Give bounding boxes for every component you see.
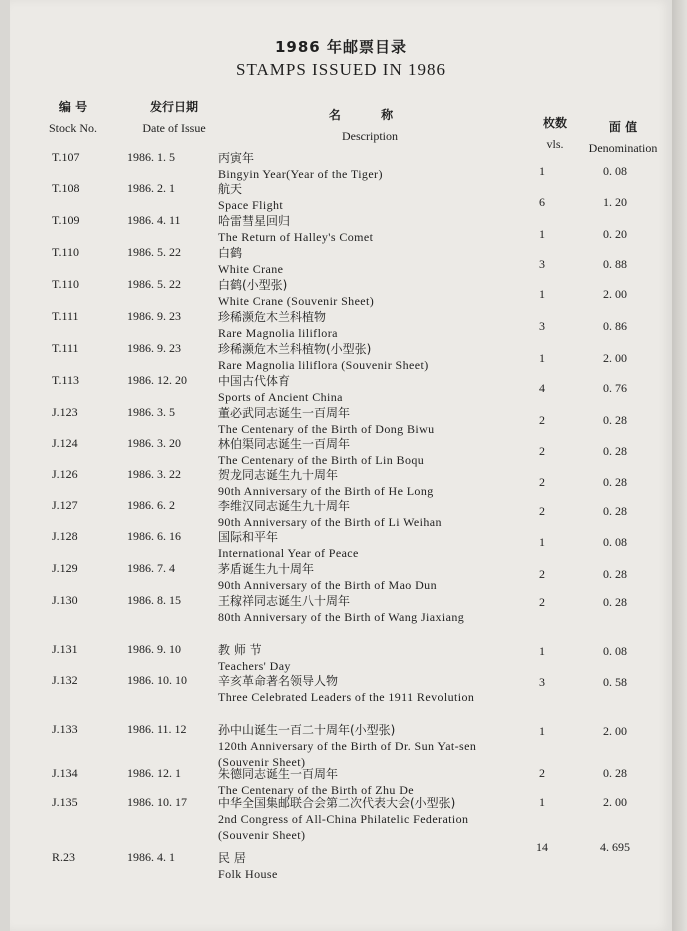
vls-count: 1 xyxy=(539,287,545,301)
issue-date: 1986. 9. 10 xyxy=(127,642,181,656)
description-chinese: 朱德同志诞生一百周年 xyxy=(218,767,339,781)
denomination: 1. 20 xyxy=(603,195,627,209)
vls-count: 1 xyxy=(539,351,545,365)
header-date-en: Date of Issue xyxy=(142,121,206,135)
stock-number: J.127 xyxy=(52,498,78,512)
description-english: Rare Magnolia liliflora (Souvenir Sheet) xyxy=(218,358,429,372)
issue-date: 1986. 7. 4 xyxy=(127,561,175,575)
description-chinese: 王稼祥同志诞生八十周年 xyxy=(218,594,351,608)
stock-number: T.110 xyxy=(52,245,79,259)
vls-count: 2 xyxy=(539,595,545,609)
denomination: 0. 28 xyxy=(603,413,627,427)
description-english: 90th Anniversary of the Birth of Mao Dun xyxy=(218,578,437,592)
vls-count: 1 xyxy=(539,164,545,178)
header-denom-cn: 面 值 xyxy=(608,120,638,134)
issue-date: 1986. 5. 22 xyxy=(127,245,181,259)
vls-count: 1 xyxy=(539,227,545,241)
vls-count: 3 xyxy=(539,675,545,689)
description xyxy=(218,766,518,798)
denomination: 0. 28 xyxy=(603,766,627,780)
denomination: 0. 76 xyxy=(603,381,627,395)
description-chinese: 中华全国集邮联合会第二次代表大会(小型张) xyxy=(218,796,456,810)
description xyxy=(218,593,518,625)
stock-number: T.107 xyxy=(52,150,80,164)
header-date-of-issue xyxy=(126,98,222,136)
description-chinese: 丙寅年 xyxy=(218,151,255,165)
stock-number: T.111 xyxy=(52,341,79,355)
description-chinese: 白鹤 xyxy=(218,246,243,260)
header-vls-cn: 枚数 xyxy=(542,116,567,130)
issue-date: 1986. 6. 16 xyxy=(127,529,181,543)
description-chinese: 孙中山诞生一百二十周年(小型张) xyxy=(218,723,396,737)
description-english: Folk House xyxy=(218,867,278,881)
denomination: 0. 20 xyxy=(603,227,627,241)
issue-date: 1986. 3. 20 xyxy=(127,436,181,450)
description-english: International Year of Peace xyxy=(218,546,359,560)
stock-number: J.123 xyxy=(52,405,78,419)
description xyxy=(218,561,518,593)
description xyxy=(218,245,518,277)
denomination: 2. 00 xyxy=(603,724,627,738)
denomination: 2. 00 xyxy=(603,351,627,365)
stock-number: J.135 xyxy=(52,795,78,809)
description-chinese: 白鹤(小型张) xyxy=(218,278,288,292)
description-chinese: 林伯渠同志诞生一百周年 xyxy=(218,437,351,451)
description-english: 80th Anniversary of the Birth of Wang Jiaxiang xyxy=(218,610,465,624)
description-english: The Centenary of the Birth of Dong Biwu xyxy=(218,422,435,436)
description-english: 90th Anniversary of the Birth of He Long xyxy=(218,484,434,498)
issue-date: 1986. 2. 1 xyxy=(127,181,175,195)
denomination: 0. 08 xyxy=(603,535,627,549)
denomination: 2. 00 xyxy=(603,795,627,809)
stock-number: J.133 xyxy=(52,722,78,736)
issue-date: 1986. 6. 2 xyxy=(127,498,175,512)
description-english: The Centenary of the Birth of Lin Boqu xyxy=(218,453,425,467)
description-english: White Crane xyxy=(218,262,284,276)
stock-number: J.130 xyxy=(52,593,78,607)
description-english: Three Celebrated Leaders of the 1911 Revolution xyxy=(218,690,475,704)
issue-date: 1986. 11. 12 xyxy=(127,722,187,736)
description xyxy=(218,341,518,373)
header-vls-en: vls. xyxy=(546,137,564,151)
description-english: Sports of Ancient China xyxy=(218,390,343,404)
vls-count: 1 xyxy=(539,644,545,658)
stock-number: T.111 xyxy=(52,309,79,323)
stock-number: J.124 xyxy=(52,436,78,450)
issue-date: 1986. 12. 20 xyxy=(127,373,187,387)
description xyxy=(218,673,518,705)
denomination: 0. 08 xyxy=(603,164,627,178)
issue-date: 1986. 10. 10 xyxy=(127,673,187,687)
stock-number: J.132 xyxy=(52,673,78,687)
issue-date: 1986. 3. 5 xyxy=(127,405,175,419)
description-chinese: 李维汉同志诞生九十周年 xyxy=(218,499,351,513)
description xyxy=(218,309,518,341)
vls-count: 3 xyxy=(539,319,545,333)
denomination: 0. 28 xyxy=(603,444,627,458)
description xyxy=(218,213,518,245)
denomination: 0. 28 xyxy=(603,475,627,489)
page-title-english: STAMPS ISSUED IN 1986 xyxy=(236,60,446,79)
issue-date: 1986. 5. 22 xyxy=(127,277,181,291)
header-denom-en: Denomination xyxy=(588,141,658,155)
description-english: The Centenary of the Birth of Zhu De xyxy=(218,783,415,797)
description-chinese: 贺龙同志诞生九十周年 xyxy=(218,468,339,482)
header-description xyxy=(310,106,430,144)
description-english: 90th Anniversary of the Birth of Li Weihan xyxy=(218,515,442,529)
header-desc-en: Description xyxy=(342,129,398,143)
description-english: 2nd Congress of All-China Philatelic Federation (Souvenir Sheet) xyxy=(218,812,469,842)
description xyxy=(218,373,518,405)
description-english: The Return of Halley's Comet xyxy=(218,230,374,244)
vls-count: 1 xyxy=(539,795,545,809)
description xyxy=(218,795,518,843)
denomination: 0. 28 xyxy=(603,567,627,581)
description xyxy=(218,181,518,213)
stock-number: J.129 xyxy=(52,561,78,575)
stock-number: T.110 xyxy=(52,277,79,291)
vls-count: 2 xyxy=(539,567,545,581)
header-stock-no xyxy=(28,98,118,136)
description-chinese: 国际和平年 xyxy=(218,530,279,544)
header-stock-cn: 编 号 xyxy=(58,100,88,114)
stock-number: J.126 xyxy=(52,467,78,481)
denomination: 2. 00 xyxy=(603,287,627,301)
description-english: 120th Anniversary of the Birth of Dr. Sun Yat-sen (Souvenir Sheet) xyxy=(218,739,477,769)
description-chinese: 教 师 节 xyxy=(218,643,262,657)
issue-date: 1986. 4. 1 xyxy=(127,850,175,864)
description-chinese: 民 居 xyxy=(218,851,246,865)
issue-date: 1986. 4. 11 xyxy=(127,213,181,227)
header-desc-cn: 名 称 xyxy=(328,108,412,122)
stock-number: T.113 xyxy=(52,373,79,387)
description-english: Bingyin Year(Year of the Tiger) xyxy=(218,167,383,181)
description-chinese: 茅盾诞生九十周年 xyxy=(218,562,315,576)
vls-count: 2 xyxy=(539,475,545,489)
vls-count: 6 xyxy=(539,195,545,209)
stock-number: J.128 xyxy=(52,529,78,543)
description-chinese: 珍稀濒危木兰科植物(小型张) xyxy=(218,342,372,356)
issue-date: 1986. 10. 17 xyxy=(127,795,187,809)
stock-number: R.23 xyxy=(52,850,76,864)
description xyxy=(218,498,518,530)
description-english: Rare Magnolia liliflora xyxy=(218,326,338,340)
header-denomination xyxy=(568,118,678,156)
stock-number: J.131 xyxy=(52,642,78,656)
issue-date: 1986. 12. 1 xyxy=(127,766,181,780)
header-date-cn: 发行日期 xyxy=(149,100,198,114)
denomination: 0. 28 xyxy=(603,595,627,609)
issue-date: 1986. 9. 23 xyxy=(127,309,181,323)
denomination: 0. 86 xyxy=(603,319,627,333)
description xyxy=(218,436,518,468)
description xyxy=(218,642,518,674)
description-chinese: 董必武同志诞生一百周年 xyxy=(218,406,351,420)
vls-count: 2 xyxy=(539,504,545,518)
stock-number: T.109 xyxy=(52,213,80,227)
denomination: 0. 28 xyxy=(603,504,627,518)
denomination: 0. 08 xyxy=(603,644,627,658)
description-chinese: 辛亥革命著名领导人物 xyxy=(218,674,339,688)
description-chinese: 航天 xyxy=(218,182,243,196)
stock-number: T.108 xyxy=(52,181,80,195)
description xyxy=(218,850,518,882)
description-chinese: 珍稀濒危木兰科植物 xyxy=(218,310,327,324)
description xyxy=(218,277,518,309)
header-stock-en: Stock No. xyxy=(49,121,97,135)
description-chinese: 哈雷彗星回归 xyxy=(218,214,291,228)
stock-number: J.134 xyxy=(52,766,78,780)
description-english: White Crane (Souvenir Sheet) xyxy=(218,294,375,308)
vls-count: 3 xyxy=(539,257,545,271)
catalog-page xyxy=(10,0,672,931)
description-english: Teachers' Day xyxy=(218,659,291,673)
description-chinese: 中国古代体育 xyxy=(218,374,291,388)
issue-date: 1986. 1. 5 xyxy=(127,150,175,164)
issue-date: 1986. 8. 15 xyxy=(127,593,181,607)
description xyxy=(218,467,518,499)
denomination: 4. 695 xyxy=(600,840,630,854)
issue-date: 1986. 3. 22 xyxy=(127,467,181,481)
page-title-chinese: 1986 年邮票目录 xyxy=(275,38,407,56)
vls-count: 1 xyxy=(539,535,545,549)
description xyxy=(218,405,518,437)
vls-count: 4 xyxy=(539,381,545,395)
vls-count: 2 xyxy=(539,766,545,780)
vls-count: 2 xyxy=(539,413,545,427)
page-edge xyxy=(672,0,687,931)
description xyxy=(218,150,518,182)
denomination: 0. 58 xyxy=(603,675,627,689)
vls-count: 1 xyxy=(539,724,545,738)
issue-date: 1986. 9. 23 xyxy=(127,341,181,355)
description xyxy=(218,529,518,561)
description xyxy=(218,722,518,770)
vls-count: 14 xyxy=(536,840,548,854)
vls-count: 2 xyxy=(539,444,545,458)
denomination: 0. 88 xyxy=(603,257,627,271)
description-english: Space Flight xyxy=(218,198,284,212)
